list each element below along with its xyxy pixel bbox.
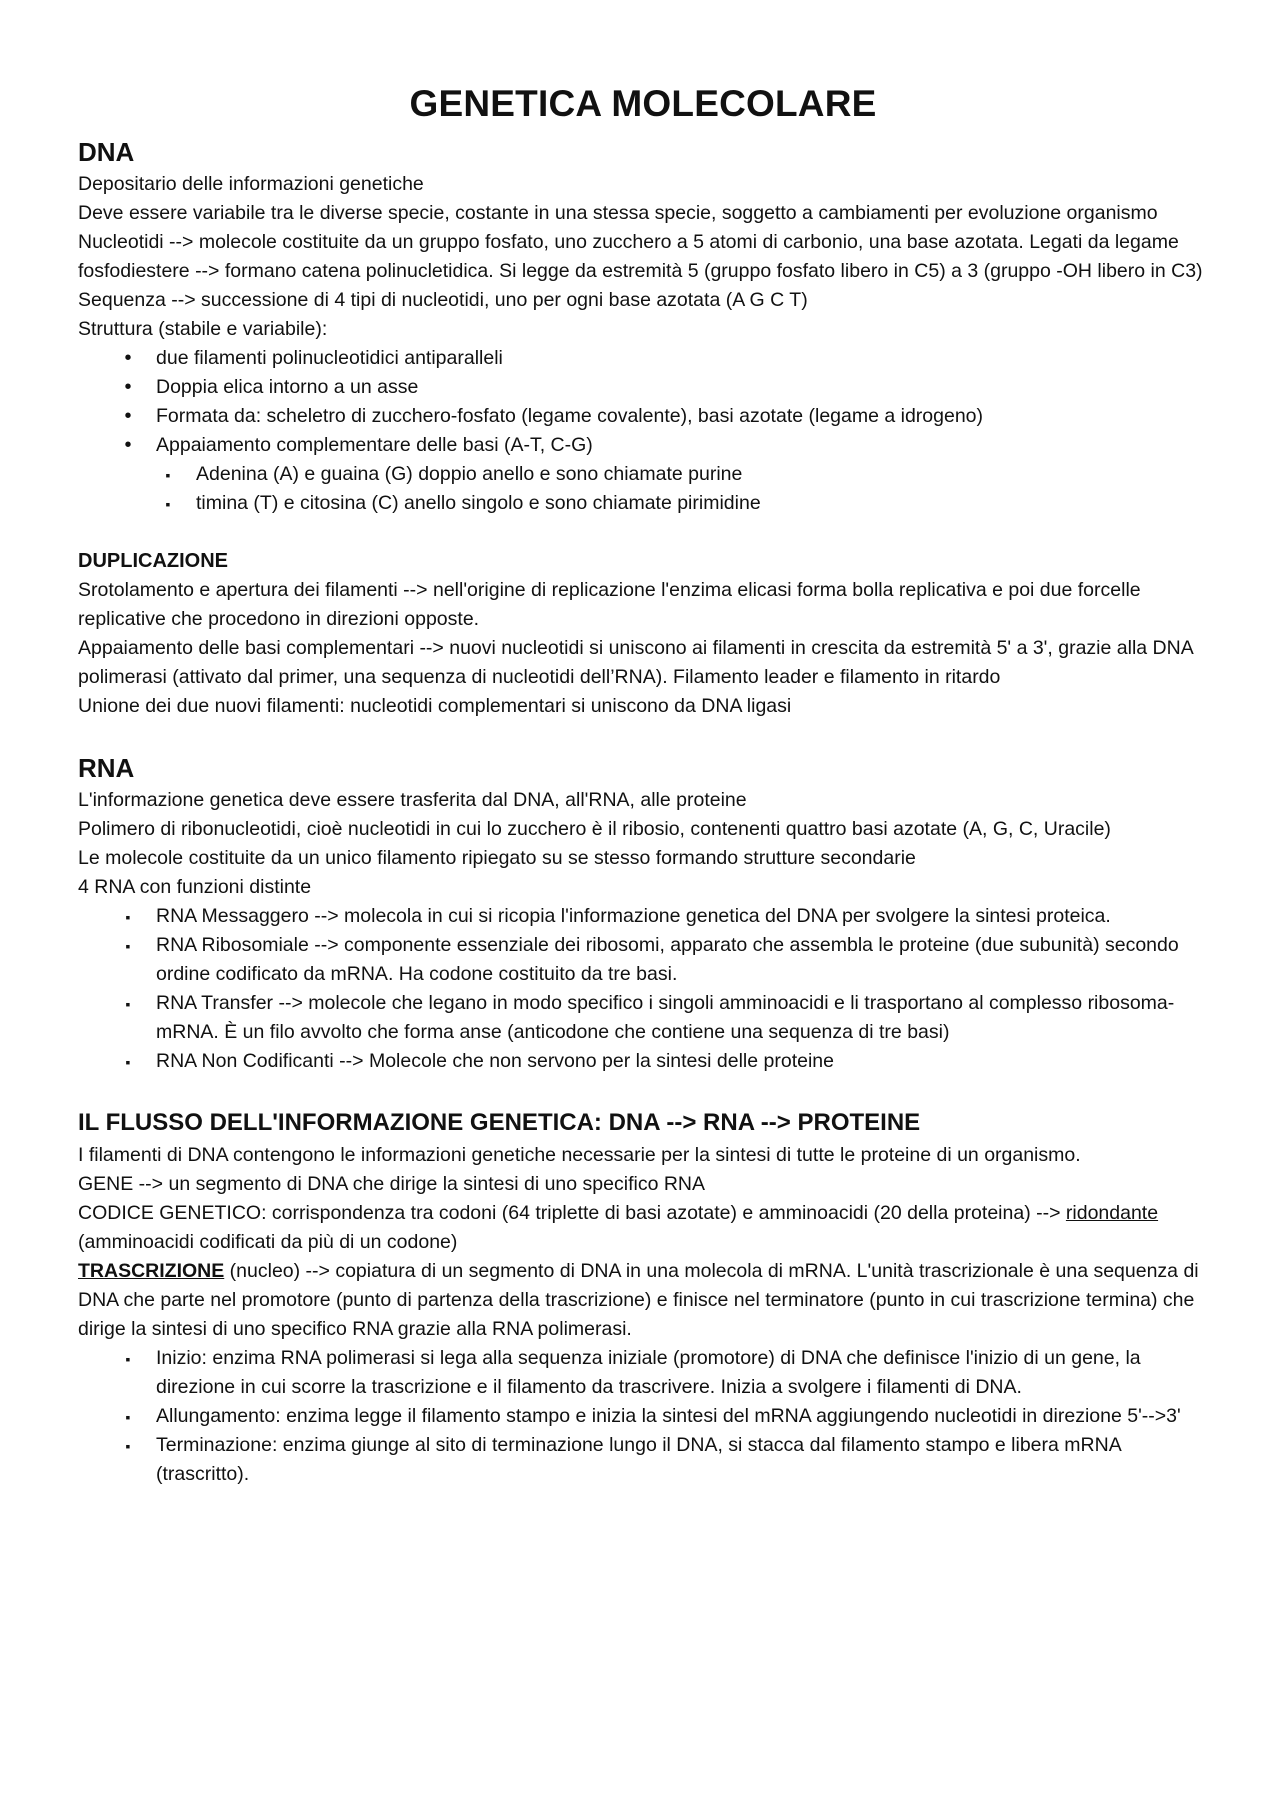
list-item-text: Doppia elica intorno a un asse <box>156 376 419 398</box>
list-item-text: RNA Non Codificanti --> Molecole che non servono per la sintesi delle proteine <box>156 1050 834 1072</box>
sub-bullet-list <box>78 460 1208 518</box>
list-item-text: RNA Ribosomiale --> componente essenziale dei ribosomi, apparato che assembla le proteine (due subunità) secondo ordine codificato da mRNA. Ha codone costituito da tre basi. <box>156 934 1179 985</box>
bullet-list <box>78 1344 1208 1489</box>
list-item <box>78 1402 1208 1431</box>
spacer <box>78 721 1208 750</box>
list-item <box>78 489 1208 518</box>
bullet-square-icon <box>118 902 138 932</box>
section-heading-duplicazione: DUPLICAZIONE <box>78 550 228 572</box>
paragraph: Unione dei due nuovi filamenti: nucleotidi complementari si uniscono da DNA ligasi <box>78 695 792 717</box>
paragraph-trascrizione <box>78 1257 1208 1344</box>
list-item-text: RNA Transfer --> molecole che legano in modo specifico i singoli amminoacidi e li trasportano al complesso ribosoma-mRNA. È un filo avvolto che forma anse (anticodone che contiene una sequenza di tre basi) <box>156 992 1175 1043</box>
bullet-square-icon <box>118 1344 138 1374</box>
bullet-list <box>78 902 1208 1076</box>
list-item-text: due filamenti polinucleotidici antiparalleli <box>156 347 503 369</box>
list-item-text: Inizio: enzima RNA polimerasi si lega alla sequenza iniziale (promotore) di DNA che definisce l'inizio di un gene, la direzione in cui scorre la trascrizione e il filamento da trascrivere. Inizia a svolgere i filamenti di DNA. <box>156 1347 1141 1398</box>
list-item-text: RNA Messaggero --> molecola in cui si ricopia l'informazione genetica del DNA per svolgere la sintesi proteica. <box>156 905 1111 927</box>
paragraph: Deve essere variabile tra le diverse specie, costante in una stessa specie, soggetto a cambiamenti per evoluzione organismo <box>78 202 1158 224</box>
section-heading-dna: DNA <box>78 137 135 167</box>
section-heading-flusso: IL FLUSSO DELL'INFORMAZIONE GENETICA: DNA --> RNA --> PROTEINE <box>78 1109 921 1136</box>
underlined-term: ridondante <box>1065 1202 1159 1224</box>
bullet-dot-icon <box>118 373 138 402</box>
list-item-text: timina (T) e citosina (C) anello singolo e sono chiamate pirimidine <box>196 492 761 514</box>
list-item <box>78 460 1208 489</box>
list-item-text: Allungamento: enzima legge il filamento stampo e inizia la sintesi del mRNA aggiungendo nucleotidi in direzione 5'-->3' <box>156 1405 1181 1427</box>
bullet-dot-icon <box>118 431 138 460</box>
list-item <box>78 931 1208 989</box>
page-title: GENETICA MOLECOLARE <box>409 83 877 124</box>
list-item <box>78 402 1208 431</box>
paragraph: I filamenti di DNA contengono le informazioni genetiche necessarie per la sintesi di tutte le proteine di un organismo. <box>78 1144 1081 1166</box>
paragraph: 4 RNA con funzioni distinte <box>78 876 312 898</box>
bullet-dot-icon <box>118 402 138 431</box>
paragraph: Polimero di ribonucleotidi, cioè nucleotidi in cui lo zucchero è il ribosio, contenenti quattro basi azotate (A, G, C, Uracile) <box>78 818 1111 840</box>
paragraph: Srotolamento e apertura dei filamenti --> nell'origine di replicazione l'enzima elicasi forma bolla replicativa e poi due forcelle replicative che procedono in direzioni opposte. <box>78 579 1141 630</box>
list-item <box>78 902 1208 931</box>
paragraph: Le molecole costituite da un unico filamento ripiegato su se stesso formando strutture secondarie <box>78 847 916 869</box>
list-item-text: Formata da: scheletro di zucchero-fosfato (legame covalente), basi azotate (legame a idrogeno) <box>156 405 984 427</box>
paragraph-codice-genetico <box>78 1199 1208 1257</box>
list-item-text: Appaiamento complementare delle basi (A-T, C-G) <box>156 434 593 456</box>
paragraph: L'informazione genetica deve essere trasferita dal DNA, all'RNA, alle proteine <box>78 789 747 811</box>
bullet-square-icon <box>158 489 178 519</box>
bullet-square-icon <box>118 1431 138 1461</box>
list-item <box>78 1431 1208 1489</box>
section-heading-rna: RNA <box>78 753 135 783</box>
spacer <box>78 518 1208 547</box>
codice-text: (amminoacidi codificati da più di un codone) <box>78 1231 458 1253</box>
bullet-square-icon <box>118 931 138 961</box>
bullet-square-icon <box>118 1402 138 1432</box>
trascrizione-label: TRASCRIZIONE <box>78 1260 225 1282</box>
list-item <box>78 1047 1208 1076</box>
list-item-text: Terminazione: enzima giunge al sito di terminazione lungo il DNA, si stacca dal filamento stampo e libera mRNA (trascritto). <box>156 1434 1121 1485</box>
paragraph: Struttura (stabile e variabile): <box>78 318 328 340</box>
spacer <box>78 1076 1208 1105</box>
list-item <box>78 373 1208 402</box>
paragraph: Appaiamento delle basi complementari --> nuovi nucleotidi si uniscono ai filamenti in crescita da estremità 5' a 3', grazie alla DNA polimerasi (attivato dal primer, una sequenza di nucleotidi dell’RNA). Filamento leader e filamento in ritardo <box>78 637 1193 688</box>
bullet-list <box>78 344 1208 460</box>
bullet-square-icon <box>118 989 138 1019</box>
codice-text: CODICE GENETICO: corrispondenza tra codoni (64 triplette di basi azotate) e amminoacidi (20 della proteina) --> <box>78 1202 1061 1224</box>
paragraph: Depositario delle informazioni genetiche <box>78 173 424 195</box>
bullet-dot-icon <box>118 344 138 373</box>
trascrizione-text: (nucleo) --> copiatura di un segmento di DNA in una molecola di mRNA. L'unità trascrizionale è una sequenza di DNA che parte nel promotore (punto di partenza della trascrizione) e finisce nel terminatore (punto in cui trascrizione termina) che dirige la sintesi di uno specifico RNA grazie alla RNA polimerasi. <box>78 1260 1199 1340</box>
bullet-square-icon <box>158 460 178 490</box>
paragraph: Nucleotidi --> molecole costituite da un gruppo fosfato, uno zucchero a 5 atomi di carbonio, una base azotata. Legati da legame fosfodiestere --> formano catena polinucletidica. Si legge da estremità 5 (gruppo fosfato libero in C5) a 3 (gruppo -OH libero in C3) <box>78 231 1203 282</box>
list-item-text: Adenina (A) e guaina (G) doppio anello e sono chiamate purine <box>196 463 743 485</box>
paragraph: GENE --> un segmento di DNA che dirige la sintesi di uno specifico RNA <box>78 1173 705 1195</box>
paragraph: Sequenza --> successione di 4 tipi di nucleotidi, uno per ogni base azotata (A G C T) <box>78 289 808 311</box>
bullet-square-icon <box>118 1047 138 1077</box>
list-item <box>78 989 1208 1047</box>
list-item <box>78 344 1208 373</box>
list-item <box>78 431 1208 460</box>
list-item <box>78 1344 1208 1402</box>
document-page <box>78 80 1208 1489</box>
